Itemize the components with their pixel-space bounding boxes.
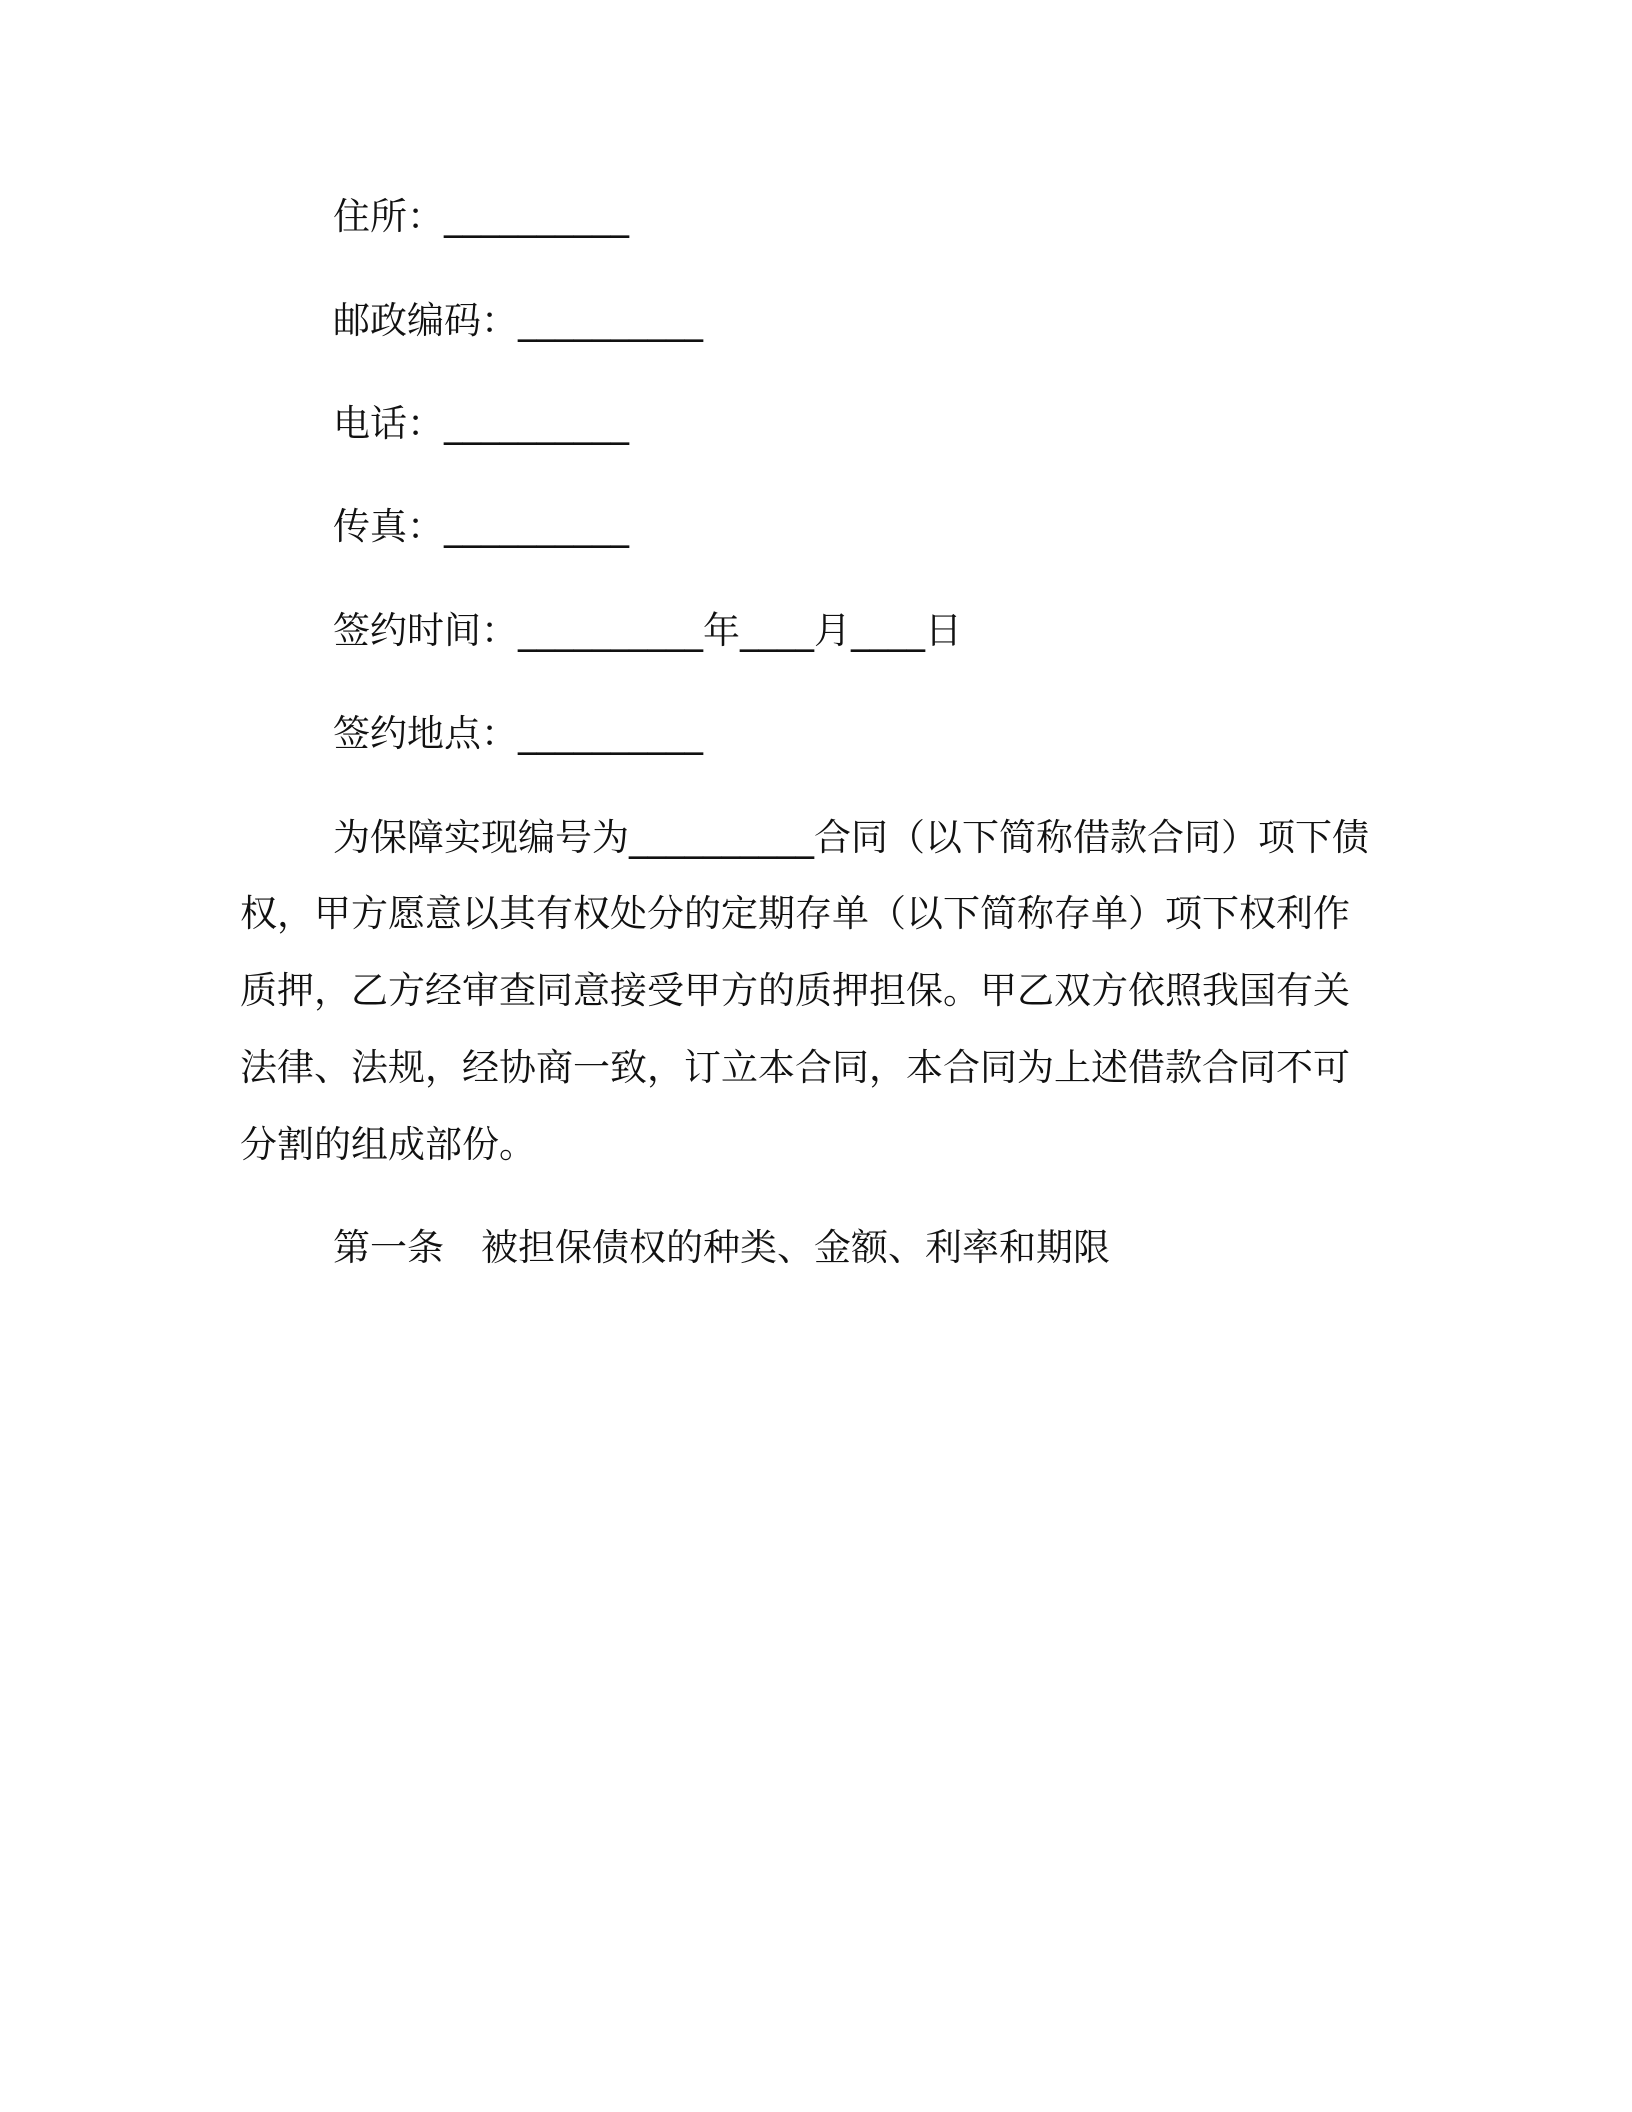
field-postal-code: 邮政编码：__________ [333,299,703,342]
paragraph-line: 质押，乙方经审查同意接受甲方的质押担保。甲乙双方依照我国有关 [240,969,1350,1012]
field-phone: 电话：__________ [333,402,629,445]
paragraph-line: 为保障实现编号为__________合同（以下简称借款合同）项下债 [333,816,1369,859]
paragraph-line: 权，甲方愿意以其有权处分的定期存单（以下简称存单）项下权利作 [240,892,1350,935]
field-address: 住所：__________ [333,195,629,238]
field-signing-place: 签约地点：__________ [333,712,703,755]
field-signing-date: 签约时间：__________年____月____日 [333,609,962,652]
paragraph-line: 法律、法规，经协商一致，订立本合同，本合同为上述借款合同不可 [240,1046,1350,1089]
paragraph-line: 分割的组成部份。 [240,1123,536,1166]
field-fax: 传真：__________ [333,505,629,548]
article-heading: 第一条 被担保债权的种类、金额、利率和期限 [333,1226,1110,1269]
